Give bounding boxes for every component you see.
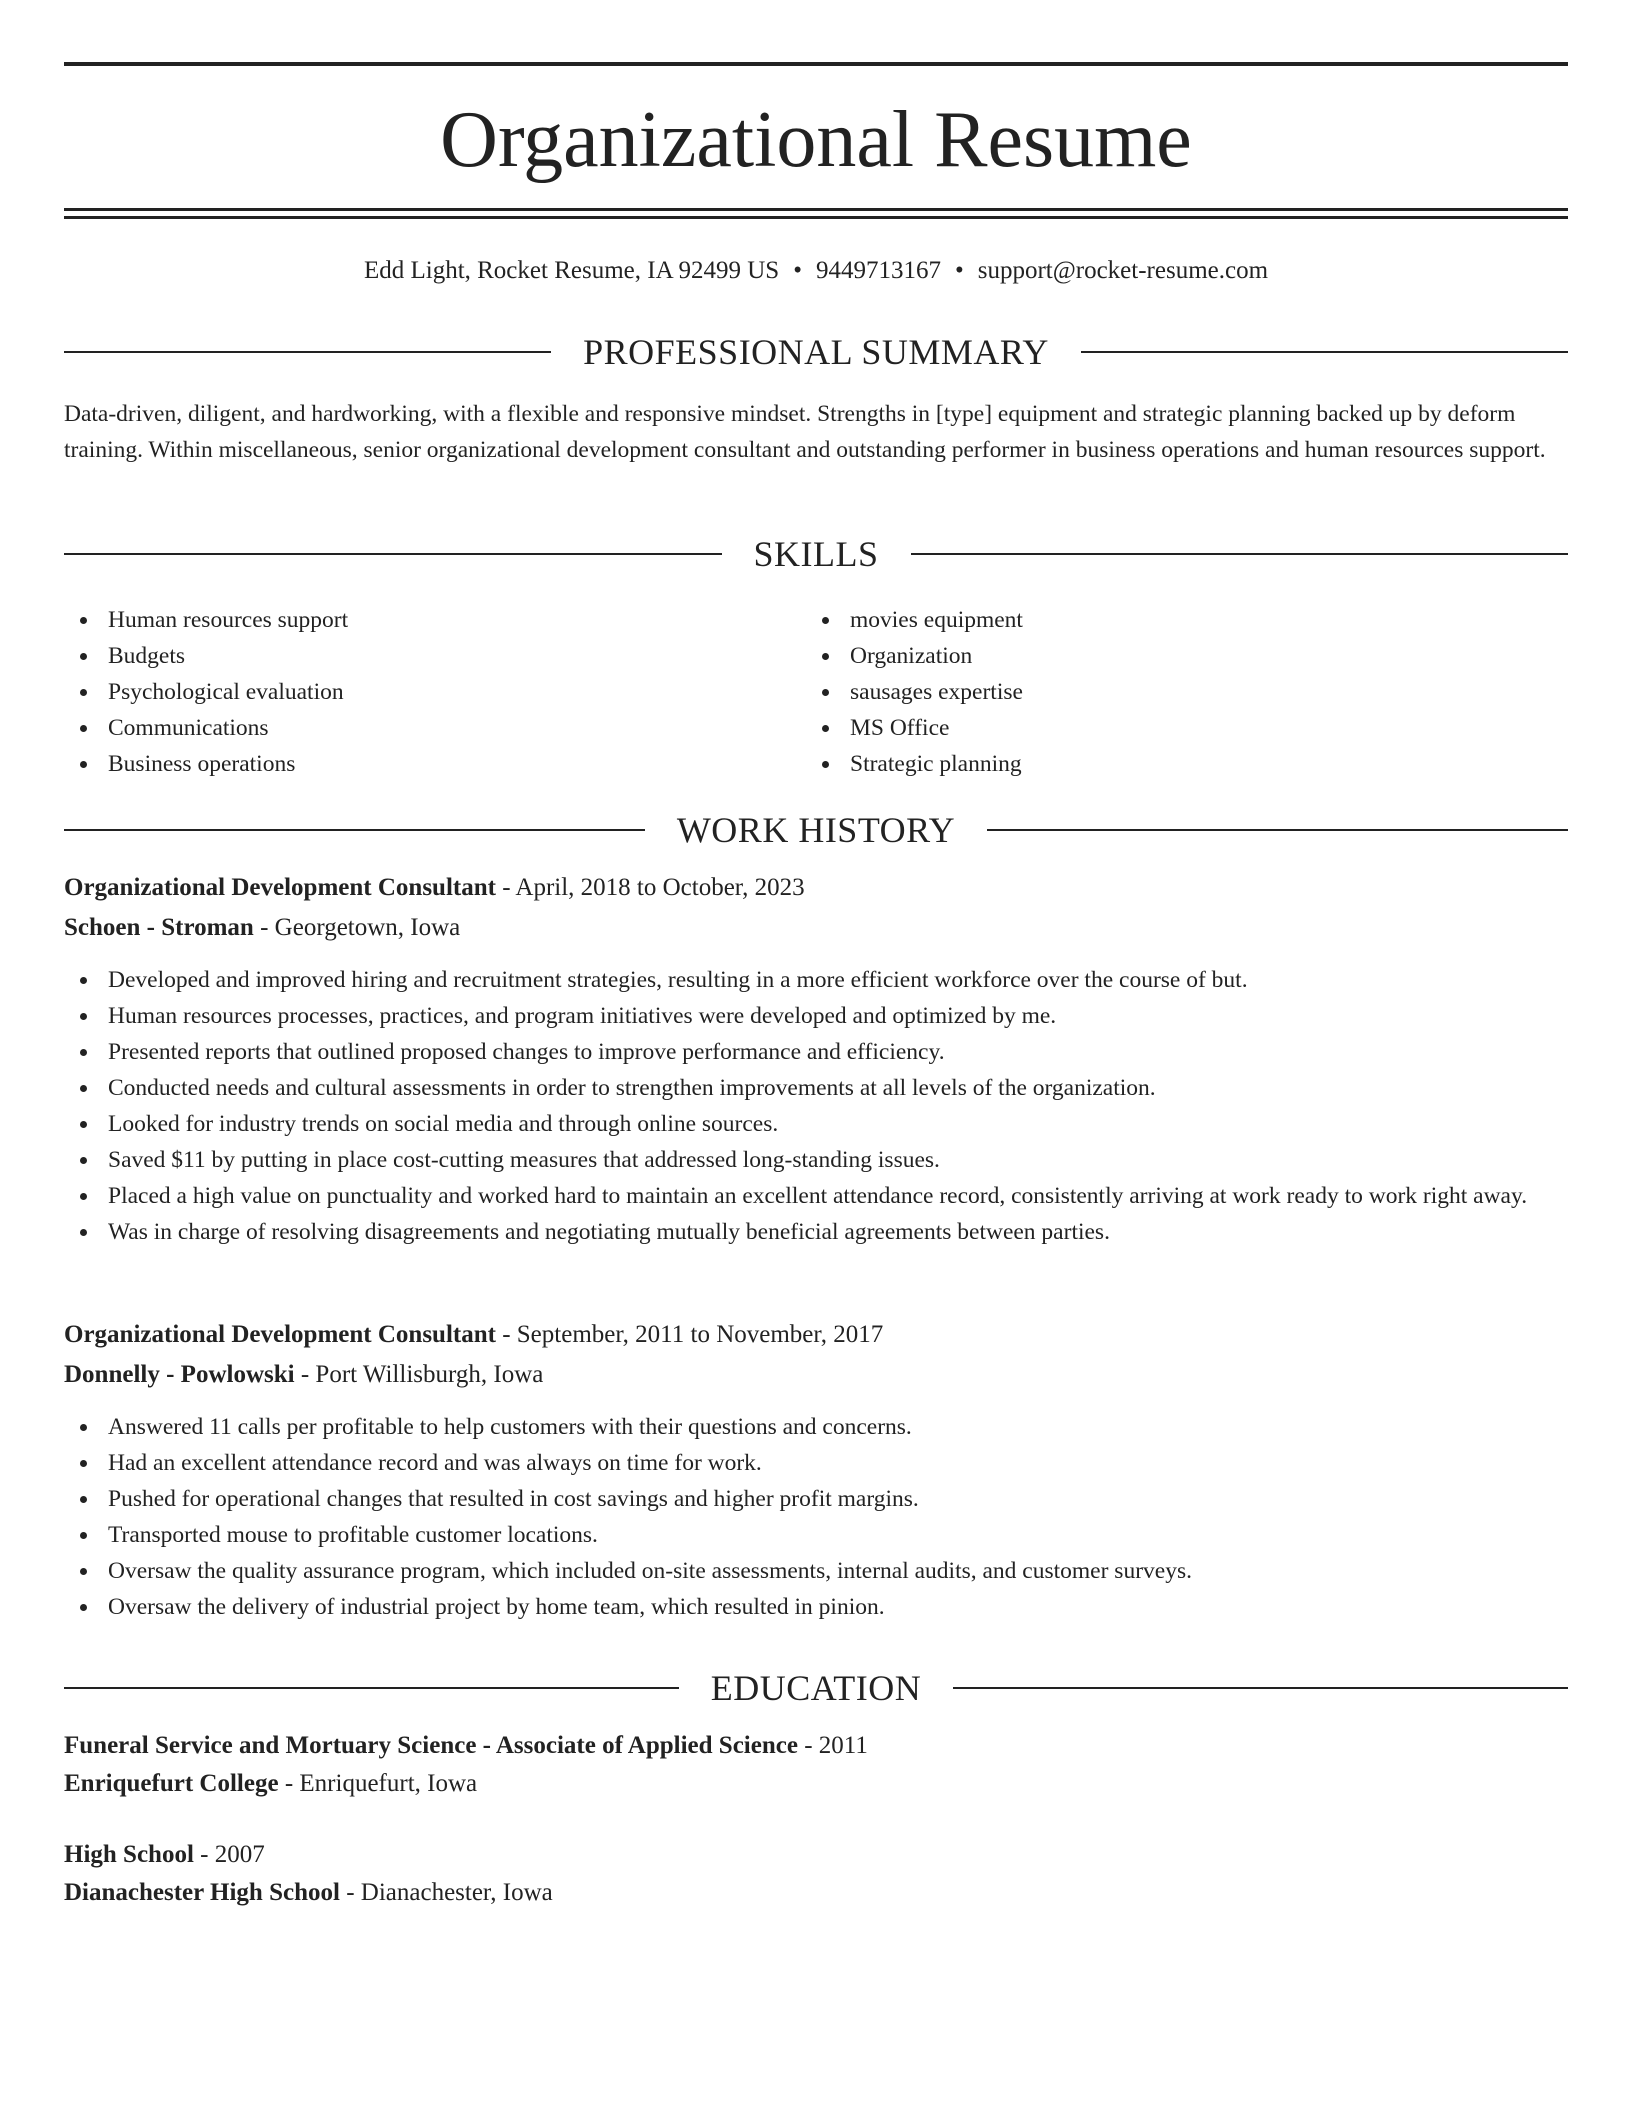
skill-item: Psychological evaluation <box>64 674 764 710</box>
education-school-line <box>64 1766 1568 1802</box>
job-location: - Port Willisburgh, Iowa <box>294 1361 544 1388</box>
job-bullet: Answered 11 calls per profitable to help customers with their questions and concerns. <box>64 1409 1568 1445</box>
job-company-line <box>64 910 1568 946</box>
job-bullet: Transported mouse to profitable customer locations. <box>64 1517 1568 1553</box>
contact-phone: 9449713167 <box>815 257 941 284</box>
education-heading: EDUCATION <box>710 1668 922 1708</box>
job-dates: - September, 2011 to November, 2017 <box>495 1321 884 1348</box>
skill-item: sausages expertise <box>806 674 1506 710</box>
job-bullets <box>64 962 1568 1250</box>
skill-item: Human resources support <box>64 602 764 638</box>
skills-list-right <box>806 602 1506 782</box>
job-location: - Georgetown, Iowa <box>253 914 461 941</box>
job-bullet: Saved $11 by putting in place cost-cutting measures that addressed long-standing issues. <box>64 1142 1568 1178</box>
summary-section-heading <box>64 330 1568 374</box>
skill-item: movies equipment <box>806 602 1506 638</box>
heading-rule-left <box>64 553 722 555</box>
work-section-heading <box>64 808 1568 852</box>
job-bullet: Looked for industry trends on social media and through online sources. <box>64 1106 1568 1142</box>
job-company-line <box>64 1357 1568 1393</box>
contact-address: Edd Light, Rocket Resume, IA 92499 US <box>363 257 780 284</box>
contact-separator: • <box>954 257 964 284</box>
header-double-rule-lower <box>64 216 1568 219</box>
job-company: Donnelly - Powlowski <box>64 1361 295 1388</box>
header-double-rule-upper <box>64 208 1568 211</box>
job-title: Organizational Development Consultant <box>64 874 496 901</box>
skills-heading: SKILLS <box>753 534 879 574</box>
job-bullet: Human resources processes, practices, and program initiatives were developed and optimized by me. <box>64 998 1568 1034</box>
heading-rule-right <box>1081 351 1568 353</box>
job-title-line <box>64 1317 1568 1353</box>
heading-rule-left <box>64 1687 679 1689</box>
skill-item: Organization <box>806 638 1506 674</box>
education-year: - 2011 <box>797 1732 868 1759</box>
heading-rule-right <box>911 553 1569 555</box>
skills-list-left <box>64 602 764 782</box>
education-year: - 2007 <box>193 1841 265 1868</box>
job-bullet: Placed a high value on punctuality and worked hard to maintain an excellent attendance record, consistently arriving at work ready to work right away. <box>64 1178 1568 1214</box>
education-school: Dianachester High School <box>64 1879 340 1906</box>
job-company: Schoen - Stroman <box>64 914 254 941</box>
heading-rule-right <box>953 1687 1568 1689</box>
education-degree: Funeral Service and Mortuary Science - Associate of Applied Science <box>64 1732 798 1759</box>
job-bullet: Oversaw the quality assurance program, which included on-site assessments, internal audits, and customer surveys. <box>64 1553 1568 1589</box>
education-location: - Dianachester, Iowa <box>339 1879 553 1906</box>
summary-heading: PROFESSIONAL SUMMARY <box>583 332 1049 372</box>
skill-item: Budgets <box>64 638 764 674</box>
job-bullet: Developed and improved hiring and recruitment strategies, resulting in a more efficient workforce over the course of but. <box>64 962 1568 998</box>
education-school-line <box>64 1875 1568 1911</box>
contact-line <box>64 254 1568 288</box>
job-title-line <box>64 870 1568 906</box>
job-dates: - April, 2018 to October, 2023 <box>495 874 805 901</box>
header-top-rule <box>64 62 1568 66</box>
job-bullet: Was in charge of resolving disagreements and negotiating mutually beneficial agreements between parties. <box>64 1214 1568 1250</box>
education-location: - Enriquefurt, Iowa <box>278 1770 478 1797</box>
job-bullets <box>64 1409 1568 1625</box>
education-degree: High School <box>64 1841 194 1868</box>
work-heading: WORK HISTORY <box>676 810 956 850</box>
skill-item: Business operations <box>64 746 764 782</box>
resume-title: Organizational Resume <box>440 96 1192 184</box>
education-section-heading <box>64 1666 1568 1710</box>
skill-item: Strategic planning <box>806 746 1506 782</box>
heading-rule-right <box>987 829 1568 831</box>
skill-item: Communications <box>64 710 764 746</box>
education-degree-line <box>64 1837 1568 1873</box>
heading-rule-left <box>64 351 551 353</box>
contact-separator: • <box>793 257 802 284</box>
skill-item: MS Office <box>806 710 1506 746</box>
contact-email: support@rocket-resume.com <box>977 257 1269 284</box>
job-bullet: Oversaw the delivery of industrial project by home team, which resulted in pinion. <box>64 1589 1568 1625</box>
job-title: Organizational Development Consultant <box>64 1321 496 1348</box>
skills-section-heading <box>64 532 1568 576</box>
job-bullet: Presented reports that outlined proposed changes to improve performance and efficiency. <box>64 1034 1568 1070</box>
summary-text: Data-driven, diligent, and hardworking, with a flexible and responsive mindset. Strengths in [type] equipment and strategic planning backed up by deform training. Within miscellaneous, senior organizational development consultant and outstanding performer in business operations and human resources support. <box>64 401 1546 463</box>
education-school: Enriquefurt College <box>64 1770 279 1797</box>
job-bullet: Had an excellent attendance record and was always on time for work. <box>64 1445 1568 1481</box>
job-bullet: Pushed for operational changes that resulted in cost savings and higher profit margins. <box>64 1481 1568 1517</box>
education-degree-line <box>64 1728 1568 1764</box>
job-bullet: Conducted needs and cultural assessments in order to strengthen improvements at all levels of the organization. <box>64 1070 1568 1106</box>
heading-rule-left <box>64 829 645 831</box>
